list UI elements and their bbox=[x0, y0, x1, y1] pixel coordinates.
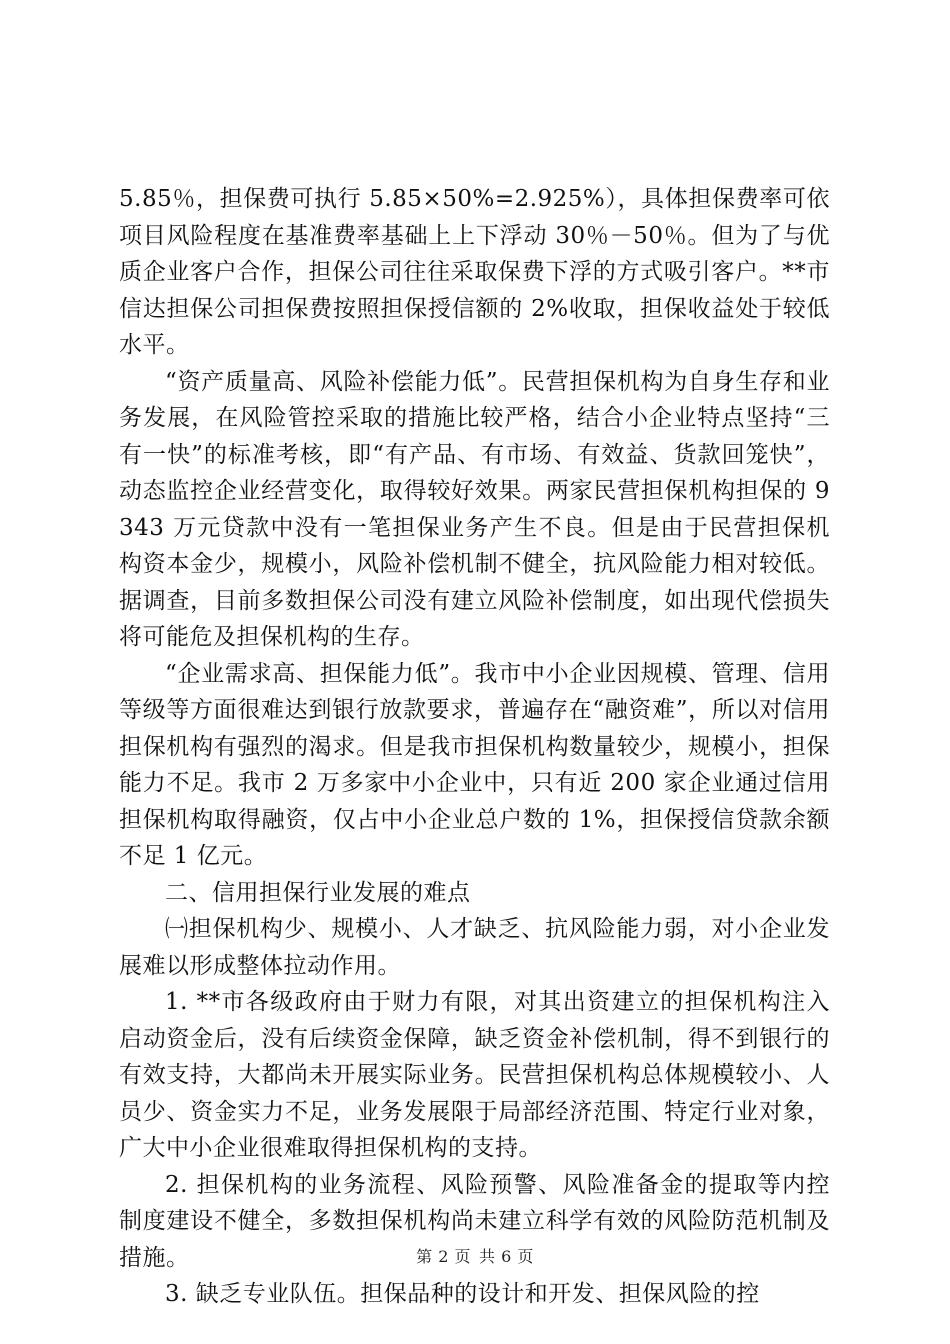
page-footer bbox=[0, 1244, 950, 1267]
list-item-2: 2. 担保机构的业务流程、风险预警、风险准备金的提取等内控制度建设不健全，多数担保机构尚未建立科学有效的风险防范机制及措施。 bbox=[119, 1171, 830, 1271]
list-item-1: 1. **市各级政府由于财力有限，对其出资建立的担保机构注入启动资金后，没有后续资金保障，缺乏资金补偿机制，得不到银行的有效支持，大都尚未开展实际业务。民营担保机构总体规模较小、人员少、资金实力不足，业务发展限于局部经济范围、特定行业对象，广大中小企业很难取得担保机构的支持。 bbox=[119, 989, 830, 1161]
paragraph-asset-quality: “资产质量高、风险补偿能力低”。民营担保机构为自身生存和业务发展，在风险管控采取的措施比较严格，结合小企业特点坚持“三有一快”的标准考核，即“有产品、有市场、有效益、货款回笼快”，动态监控企业经营变化，取得较好效果。两家民营担保机构担保的 9343 万元贷款中没有一笔担保业务产生不良。但是由于民营担保机构资本金少，规模小，风险补偿机制不健全，抗风险能力相对较低。据调查，目前多数担保公司没有建立风险补偿制度，如出现代偿损失将可能危及担保机构的生存。 bbox=[119, 368, 830, 650]
paragraph-enterprise-demand: “企业需求高、担保能力低”。我市中小企业因规模、管理、信用等级等方面很难达到银行放款要求，普遍存在“融资难”，所以对信用担保机构有强烈的渴求。但是我市担保机构数量较少，规模小，担保能力不足。我市 2 万多家中小企业中，只有近 200 家企业通过信用担保机构取得融资，仅占中小企业总户数的 1%，担保授信贷款余额不足 1 亿元。 bbox=[119, 660, 830, 869]
page-number: 第 2 页 bbox=[416, 1247, 471, 1266]
subheading-item-one: ㈠担保机构少、规模小、人才缺乏、抗风险能力弱，对小企业发展难以形成整体拉动作用。 bbox=[119, 916, 830, 979]
list-item-3: 3. 缺乏专业队伍。担保品种的设计和开发、担保风险的控 bbox=[165, 1281, 760, 1307]
paragraph-guarantee-fee: 5.85％，担保费可执行 5.85×50%=2.925%），具体担保费率可依项目风险程度在基准费率基础上上下浮动 30％－50％。但为了与优质企业客户合作，担保公司往往采取保费下浮的方式吸引客户。**市信达担保公司担保费按照担保授信额的 2%收取，担保收益处于较低水平。 bbox=[119, 186, 830, 358]
section-heading-difficulties: 二、信用担保行业发展的难点 bbox=[165, 879, 471, 906]
document-body bbox=[119, 181, 830, 1313]
page-total: 共 6 页 bbox=[479, 1247, 534, 1266]
